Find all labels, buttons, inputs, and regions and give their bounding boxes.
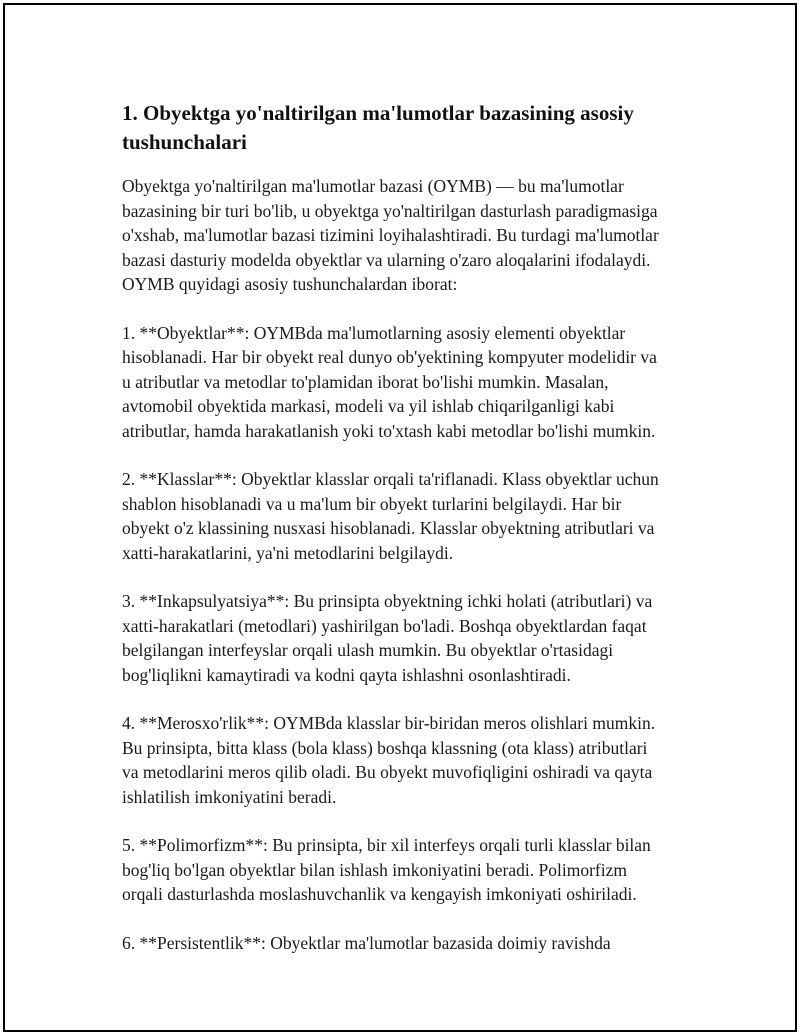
paragraph-line: bog'liqlikni kamaytiradi va kodni qayta ishlashni osonlashtiradi. xyxy=(122,664,571,685)
inheritance-paragraph xyxy=(122,711,704,809)
intro-paragraph xyxy=(122,174,704,297)
paragraph-line: avtomobil obyektida markasi, modeli va yil ishlab chiqarilganligi kabi xyxy=(122,396,615,416)
paragraph-line: bazasining bir turi bo'lib, u obyektga yo'naltirilgan dasturlash paradigmasiga xyxy=(122,200,658,221)
paragraph-line: Bu prinsipta, bitta klass (bola klass) boshqa klassning (ota klass) atributlari xyxy=(122,737,648,758)
polymorphism-paragraph xyxy=(122,833,704,907)
paragraph-line: 4. **Merosxo'rlik**: OYMBda klasslar bir-biridan meros olishlari mumkin. xyxy=(122,713,656,733)
paragraph-line: Obyektga yo'naltirilgan ma'lumotlar bazasi (OYMB) — bu ma'lumotlar xyxy=(122,176,624,196)
persistence-paragraph xyxy=(122,931,704,956)
classes-paragraph xyxy=(122,467,704,565)
document-page xyxy=(3,3,797,1032)
paragraph-line: o'xshab, ma'lumotlar bazasi tizimini loyihalashtiradi. Bu turdagi ma'lumotlar xyxy=(122,225,659,245)
paragraph-line: obyekt o'z klassining nusxasi hisoblanadi. Klasslar obyektning atributlari va xyxy=(122,518,655,538)
paragraph-line: 6. **Persistentlik**: Obyektlar ma'lumotlar bazasida doimiy ravishda xyxy=(122,932,611,953)
paragraph-line: hisoblanadi. Har bir obyekt real dunyo ob'yektining kompyuter modelidir va xyxy=(122,347,657,367)
paragraph-line: 3. **Inkapsulyatsiya**: Bu prinsipta obyektning ichki holati (atributlari) va xyxy=(122,591,653,611)
section-title-line: 1. Obyektga yo'naltirilgan ma'lumotlar bazasining asosiy xyxy=(122,101,634,125)
section-title xyxy=(122,99,704,157)
paragraph-line: atributlar, hamda harakatlanish yoki to'xtash kabi metodlar bo'lishi mumkin. xyxy=(122,420,656,441)
paragraph-line: 5. **Polimorfizm**: Bu prinsipta, bir xil interfeys orqali turli klasslar bilan xyxy=(122,835,651,855)
paragraph-line: shablon hisoblanadi va u ma'lum bir obyekt turlarini belgilaydi. Har bir xyxy=(122,493,622,514)
document-content xyxy=(122,99,704,979)
encapsulation-paragraph xyxy=(122,589,704,687)
paragraph-line: xatti-harakatlarini, ya'ni metodlarini belgilaydi. xyxy=(122,542,454,563)
paragraph-line: ishlatilish imkoniyatini beradi. xyxy=(122,786,337,807)
paragraph-line: xatti-harakatlari (metodlari) yashirilgan bo'ladi. Boshqa obyektlardan faqat xyxy=(122,615,647,636)
section-title-line: tushunchalari xyxy=(122,130,247,154)
paragraph-line: 1. **Obyektlar**: OYMBda ma'lumotlarning asosiy elementi obyektlar xyxy=(122,322,626,343)
paragraph-line: 2. **Klasslar**: Obyektlar klasslar orqali ta'riflanadi. Klass obyektlar uchun xyxy=(122,469,659,489)
paragraph-line: OYMB quyidagi asosiy tushunchalardan iborat: xyxy=(122,274,458,294)
paragraph-line: belgilangan interfeyslar orqali ulash mumkin. Bu obyektlar o'rtasidagi xyxy=(122,640,614,660)
paragraph-line: va metodlarini meros qilib oladi. Bu obyekt muvofiqligini oshiradi va qayta xyxy=(122,762,653,782)
objects-paragraph xyxy=(122,321,704,444)
paragraph-line: u atributlar va metodlar to'plamidan iborat bo'lishi mumkin. Masalan, xyxy=(122,371,609,392)
paragraph-line: bog'liq bo'lgan obyektlar bilan ishlash imkoniyatini beradi. Polimorfizm xyxy=(122,859,627,880)
paragraph-line: orqali dasturlashda moslashuvchanlik va kengayish imkoniyati oshiriladi. xyxy=(122,884,637,904)
paragraph-line: bazasi dasturiy modelda obyektlar va ularning o'zaro aloqalarini ifodalaydi. xyxy=(122,249,651,270)
